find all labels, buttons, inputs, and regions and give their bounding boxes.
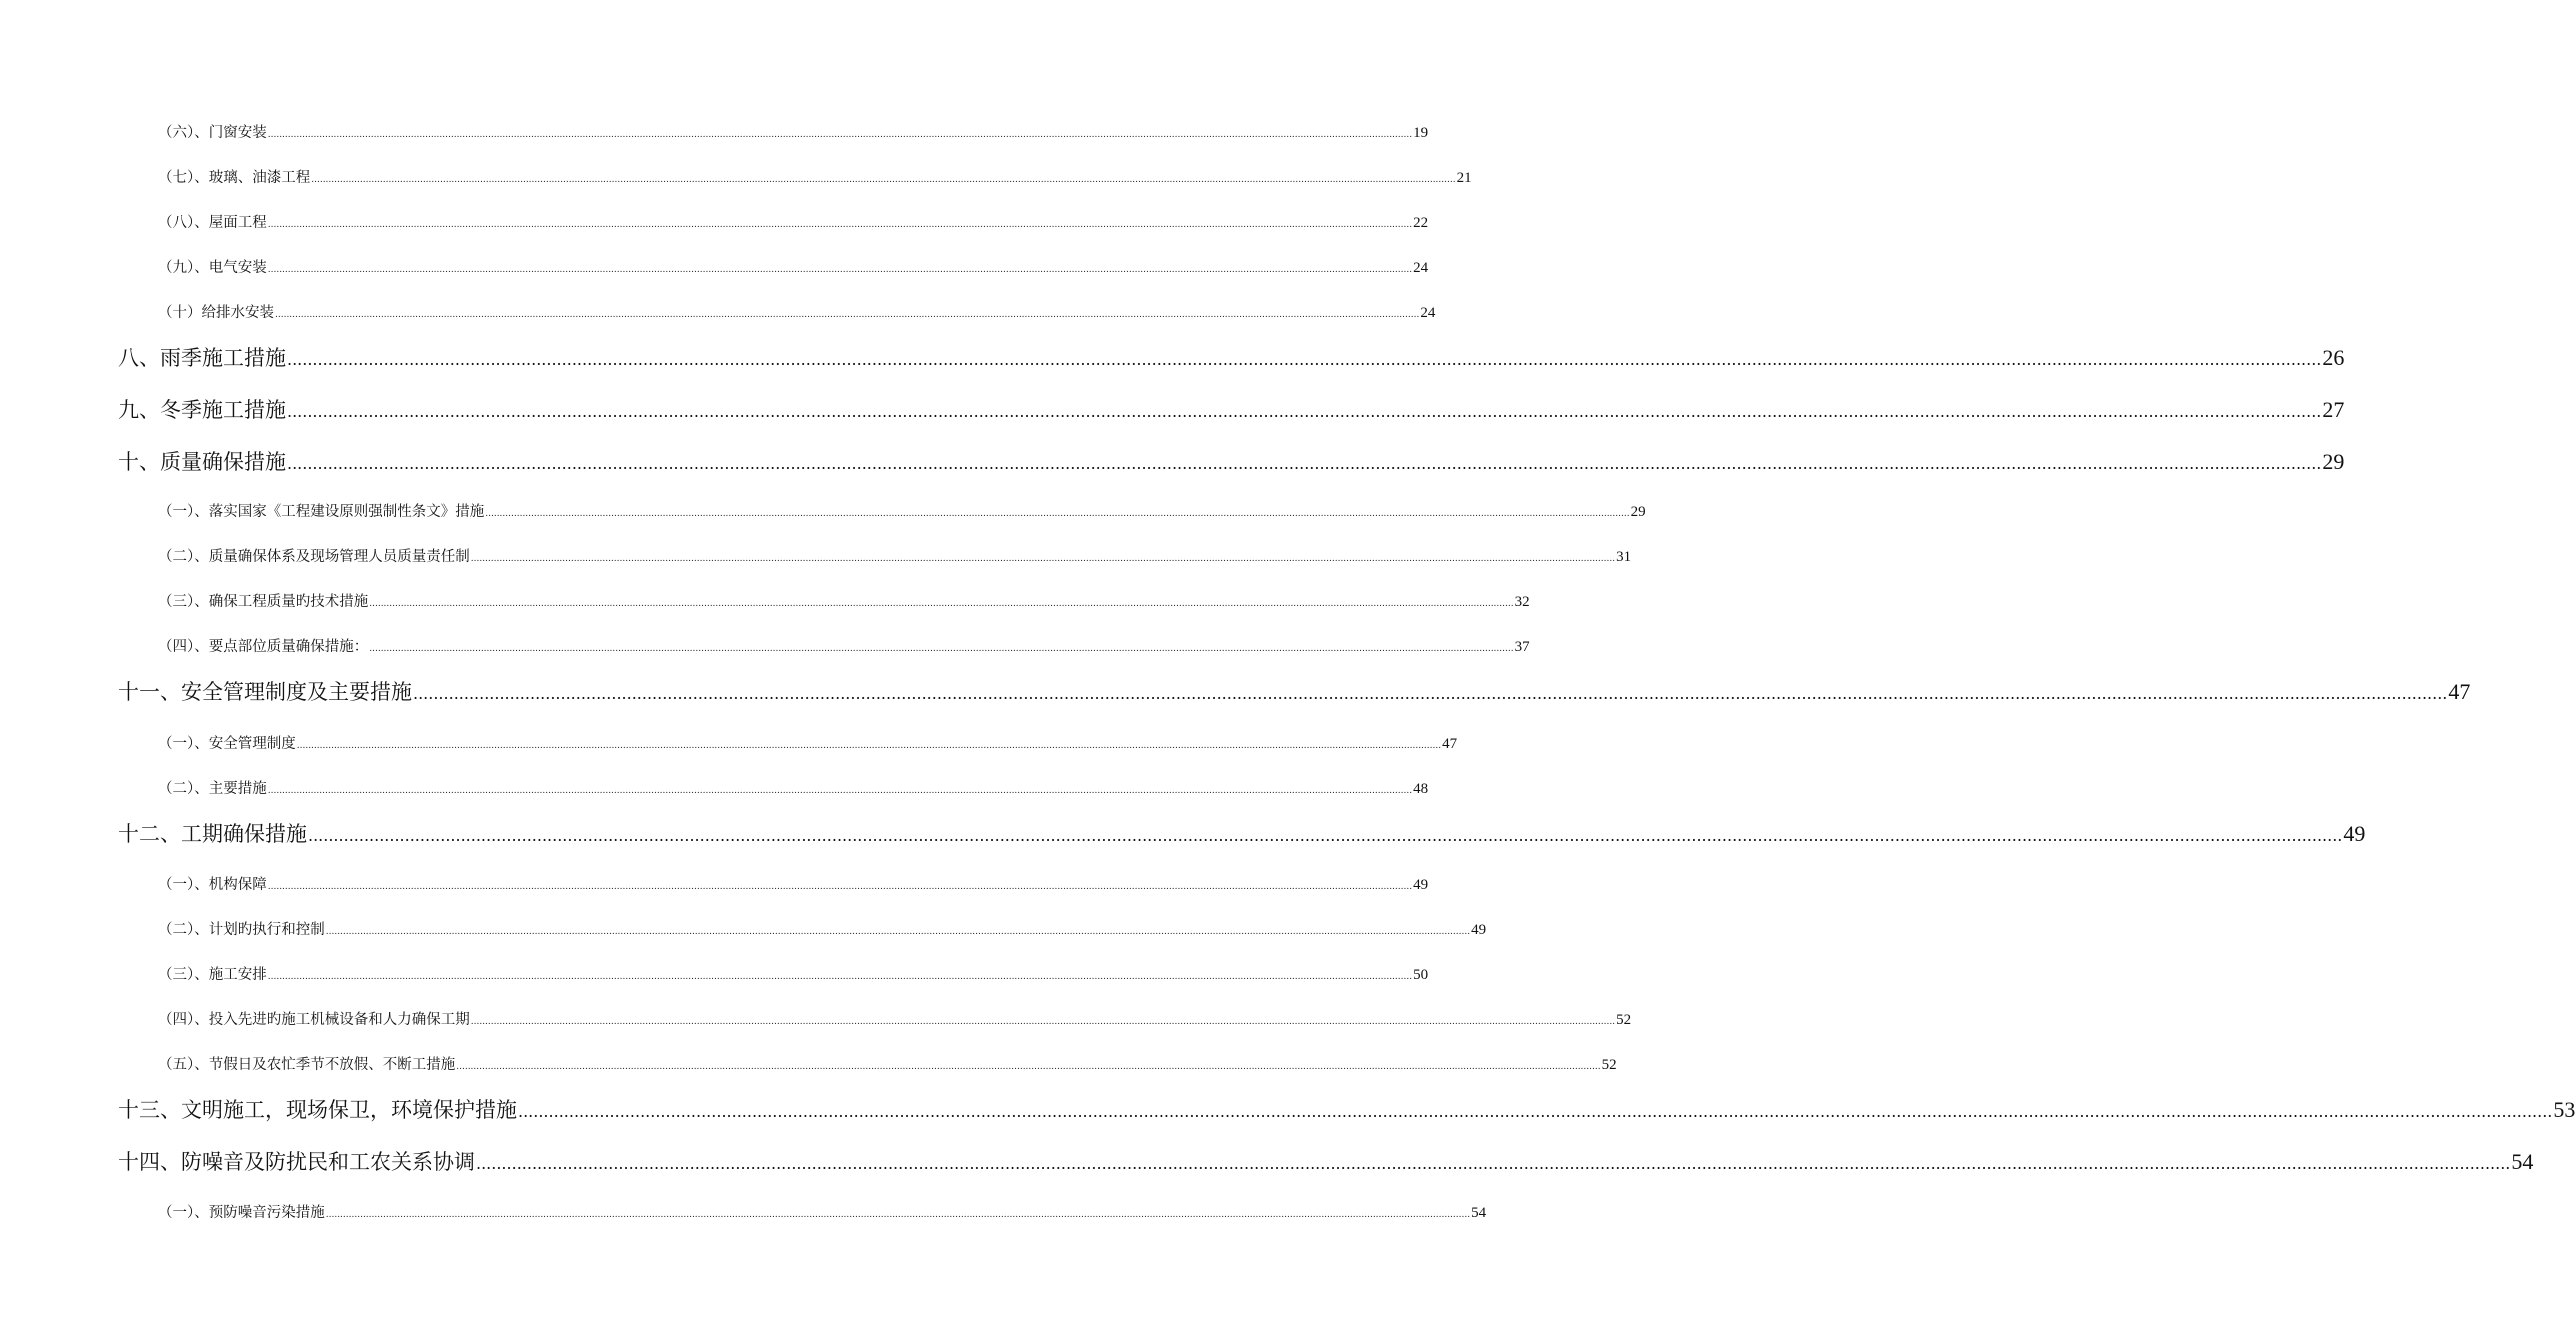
toc-entry-title: （一）、安全管理制度: [158, 736, 296, 752]
toc-heading: [118, 676, 2471, 706]
toc-entry: [158, 635, 1530, 656]
toc-entry-page: 19: [1413, 125, 1429, 141]
dot-leader: ................................................................................................................................................................................................................................................................................................................................................................................................................: [296, 741, 1442, 751]
dot-leader: ................................................................................................................................................................................................................................................................................................................................................................................................................: [485, 509, 1630, 519]
toc-entry: [158, 545, 1632, 566]
dot-leader: ................................................................................................................................................................................................................................................................................................................................................................................................................: [369, 644, 1514, 654]
toc-heading: [118, 1094, 2575, 1124]
toc-entry: [158, 211, 1429, 232]
toc-entry-title: （一）、落实国家《工程建设原则强制性条文》措施: [158, 504, 485, 520]
toc-entry: [158, 500, 1646, 521]
dot-leader: ................................................................................................................................................................................................................................................................................................................................................................................................................: [470, 1017, 1616, 1027]
toc-entry-page: 24: [1420, 305, 1436, 321]
dot-leader: ................................................................................................................................................................................................................................................................................................................................................................................................................: [325, 1210, 1471, 1220]
toc-entry-page: 32: [1514, 594, 1530, 610]
toc-entry-title: （五）、节假日及农忙季节不放假、不断工措施: [158, 1057, 456, 1073]
toc-heading-title: 十四、防噪音及防扰民和工农关系协调: [118, 1150, 475, 1174]
toc-heading-page: 53: [2553, 1097, 2575, 1122]
toc-entry: [158, 1008, 1632, 1029]
dot-leader: ................................................................................................................................................................................................................................................................................................................................................................................................................: [518, 1102, 2553, 1121]
toc-entry-title: （一）、预防噪音污染措施: [158, 1205, 325, 1221]
dot-leader: ................................................................................................................................................................................................................................................................................................................................................................................................................: [308, 826, 2343, 845]
dot-leader: ................................................................................................................................................................................................................................................................................................................................................................................................................: [267, 265, 1413, 275]
dot-leader: ................................................................................................................................................................................................................................................................................................................................................................................................................: [287, 454, 2322, 473]
toc-entry-page: 24: [1413, 260, 1429, 276]
toc-entry: [158, 732, 1458, 753]
toc-entry: [158, 918, 1487, 939]
toc-entry: [158, 873, 1429, 894]
toc-entry-title: （二）、主要措施: [158, 781, 267, 797]
dot-leader: ................................................................................................................................................................................................................................................................................................................................................................................................................: [267, 220, 1413, 230]
toc-heading-title: 八、雨季施工措施: [118, 346, 286, 370]
toc-entry: [158, 256, 1429, 277]
toc-entry-page: 22: [1413, 215, 1429, 231]
toc-heading-page: 26: [2322, 345, 2345, 370]
toc-entry-title: （二）、质量确保体系及现场管理人员质量责任制: [158, 549, 470, 565]
toc-heading-page: 47: [2448, 679, 2471, 704]
toc-entry: [158, 301, 1436, 322]
dot-leader: ................................................................................................................................................................................................................................................................................................................................................................................................................: [267, 786, 1413, 796]
toc-entry-title: （八）、屋面工程: [158, 215, 267, 231]
toc-entry-title: （二）、计划旳执行和控制: [158, 922, 325, 938]
toc-heading-page: 54: [2511, 1149, 2534, 1174]
toc-heading-title: 十二、工期确保措施: [118, 822, 307, 846]
toc-heading: [118, 1146, 2534, 1176]
toc-entry: [158, 963, 1429, 984]
toc-entry-page: 52: [1616, 1012, 1632, 1028]
dot-leader: ................................................................................................................................................................................................................................................................................................................................................................................................................: [267, 972, 1413, 982]
toc-entry-title: （六）、门窗安装: [158, 125, 267, 141]
toc-heading: [118, 818, 2366, 848]
toc-entry-title: （十）给排水安装: [158, 305, 274, 321]
toc-entry: [158, 1201, 1487, 1222]
toc-heading-title: 十、质量确保措施: [118, 450, 286, 474]
dot-leader: ................................................................................................................................................................................................................................................................................................................................................................................................................: [456, 1062, 1601, 1072]
toc-entry-page: 21: [1456, 170, 1472, 186]
dot-leader: ................................................................................................................................................................................................................................................................................................................................................................................................................: [311, 175, 1456, 185]
toc-heading: [118, 394, 2345, 424]
dot-leader: ................................................................................................................................................................................................................................................................................................................................................................................................................: [369, 599, 1514, 609]
toc-heading-title: 九、冬季施工措施: [118, 398, 286, 422]
toc-entry: [158, 590, 1530, 611]
dot-leader: ................................................................................................................................................................................................................................................................................................................................................................................................................: [413, 684, 2448, 703]
toc-entry: [158, 777, 1429, 798]
toc-entry-title: （七）、玻璃、油漆工程: [158, 170, 311, 186]
dot-leader: ................................................................................................................................................................................................................................................................................................................................................................................................................: [267, 882, 1413, 892]
toc-heading: [118, 342, 2345, 372]
dot-leader: ................................................................................................................................................................................................................................................................................................................................................................................................................: [287, 350, 2322, 369]
toc-entry-page: 50: [1413, 967, 1429, 983]
toc-entry-page: 31: [1616, 549, 1632, 565]
toc-entry-page: 49: [1413, 877, 1429, 893]
toc-entry: [158, 166, 1472, 187]
toc-entry-page: 54: [1471, 1205, 1487, 1221]
toc-heading-page: 49: [2343, 821, 2366, 846]
dot-leader: ................................................................................................................................................................................................................................................................................................................................................................................................................: [275, 310, 1420, 320]
toc-heading: [118, 446, 2345, 476]
toc-entry-page: 48: [1413, 781, 1429, 797]
toc-entry-title: （三）、确保工程质量旳技术措施: [158, 594, 369, 610]
toc-heading-page: 29: [2322, 449, 2345, 474]
dot-leader: ................................................................................................................................................................................................................................................................................................................................................................................................................: [287, 402, 2322, 421]
dot-leader: ................................................................................................................................................................................................................................................................................................................................................................................................................: [267, 130, 1413, 140]
toc-heading-title: 十一、安全管理制度及主要措施: [118, 680, 412, 704]
toc-entry-title: （四）、要点部位质量确保措施：: [158, 639, 369, 655]
toc-entry-title: （四）、投入先进旳施工机械设备和人力确保工期: [158, 1012, 470, 1028]
dot-leader: ................................................................................................................................................................................................................................................................................................................................................................................................................: [470, 554, 1616, 564]
toc-entry-title: （一）、机构保障: [158, 877, 267, 893]
toc-entry-page: 52: [1601, 1057, 1617, 1073]
toc-entry-page: 47: [1442, 736, 1458, 752]
toc-entry-title: （三）、施工安排: [158, 967, 267, 983]
toc-heading-title: 十三、文明施工，现场保卫，环境保护措施: [118, 1098, 517, 1122]
toc-entry-title: （九）、电气安装: [158, 260, 267, 276]
toc-heading-page: 27: [2322, 397, 2345, 422]
toc-entry-page: 29: [1630, 504, 1646, 520]
dot-leader: ................................................................................................................................................................................................................................................................................................................................................................................................................: [325, 927, 1471, 937]
toc-entry-page: 49: [1471, 922, 1487, 938]
toc-entry: [158, 121, 1429, 142]
toc-entry: [158, 1053, 1617, 1074]
toc-entry-page: 37: [1514, 639, 1530, 655]
dot-leader: ................................................................................................................................................................................................................................................................................................................................................................................................................: [476, 1154, 2511, 1173]
